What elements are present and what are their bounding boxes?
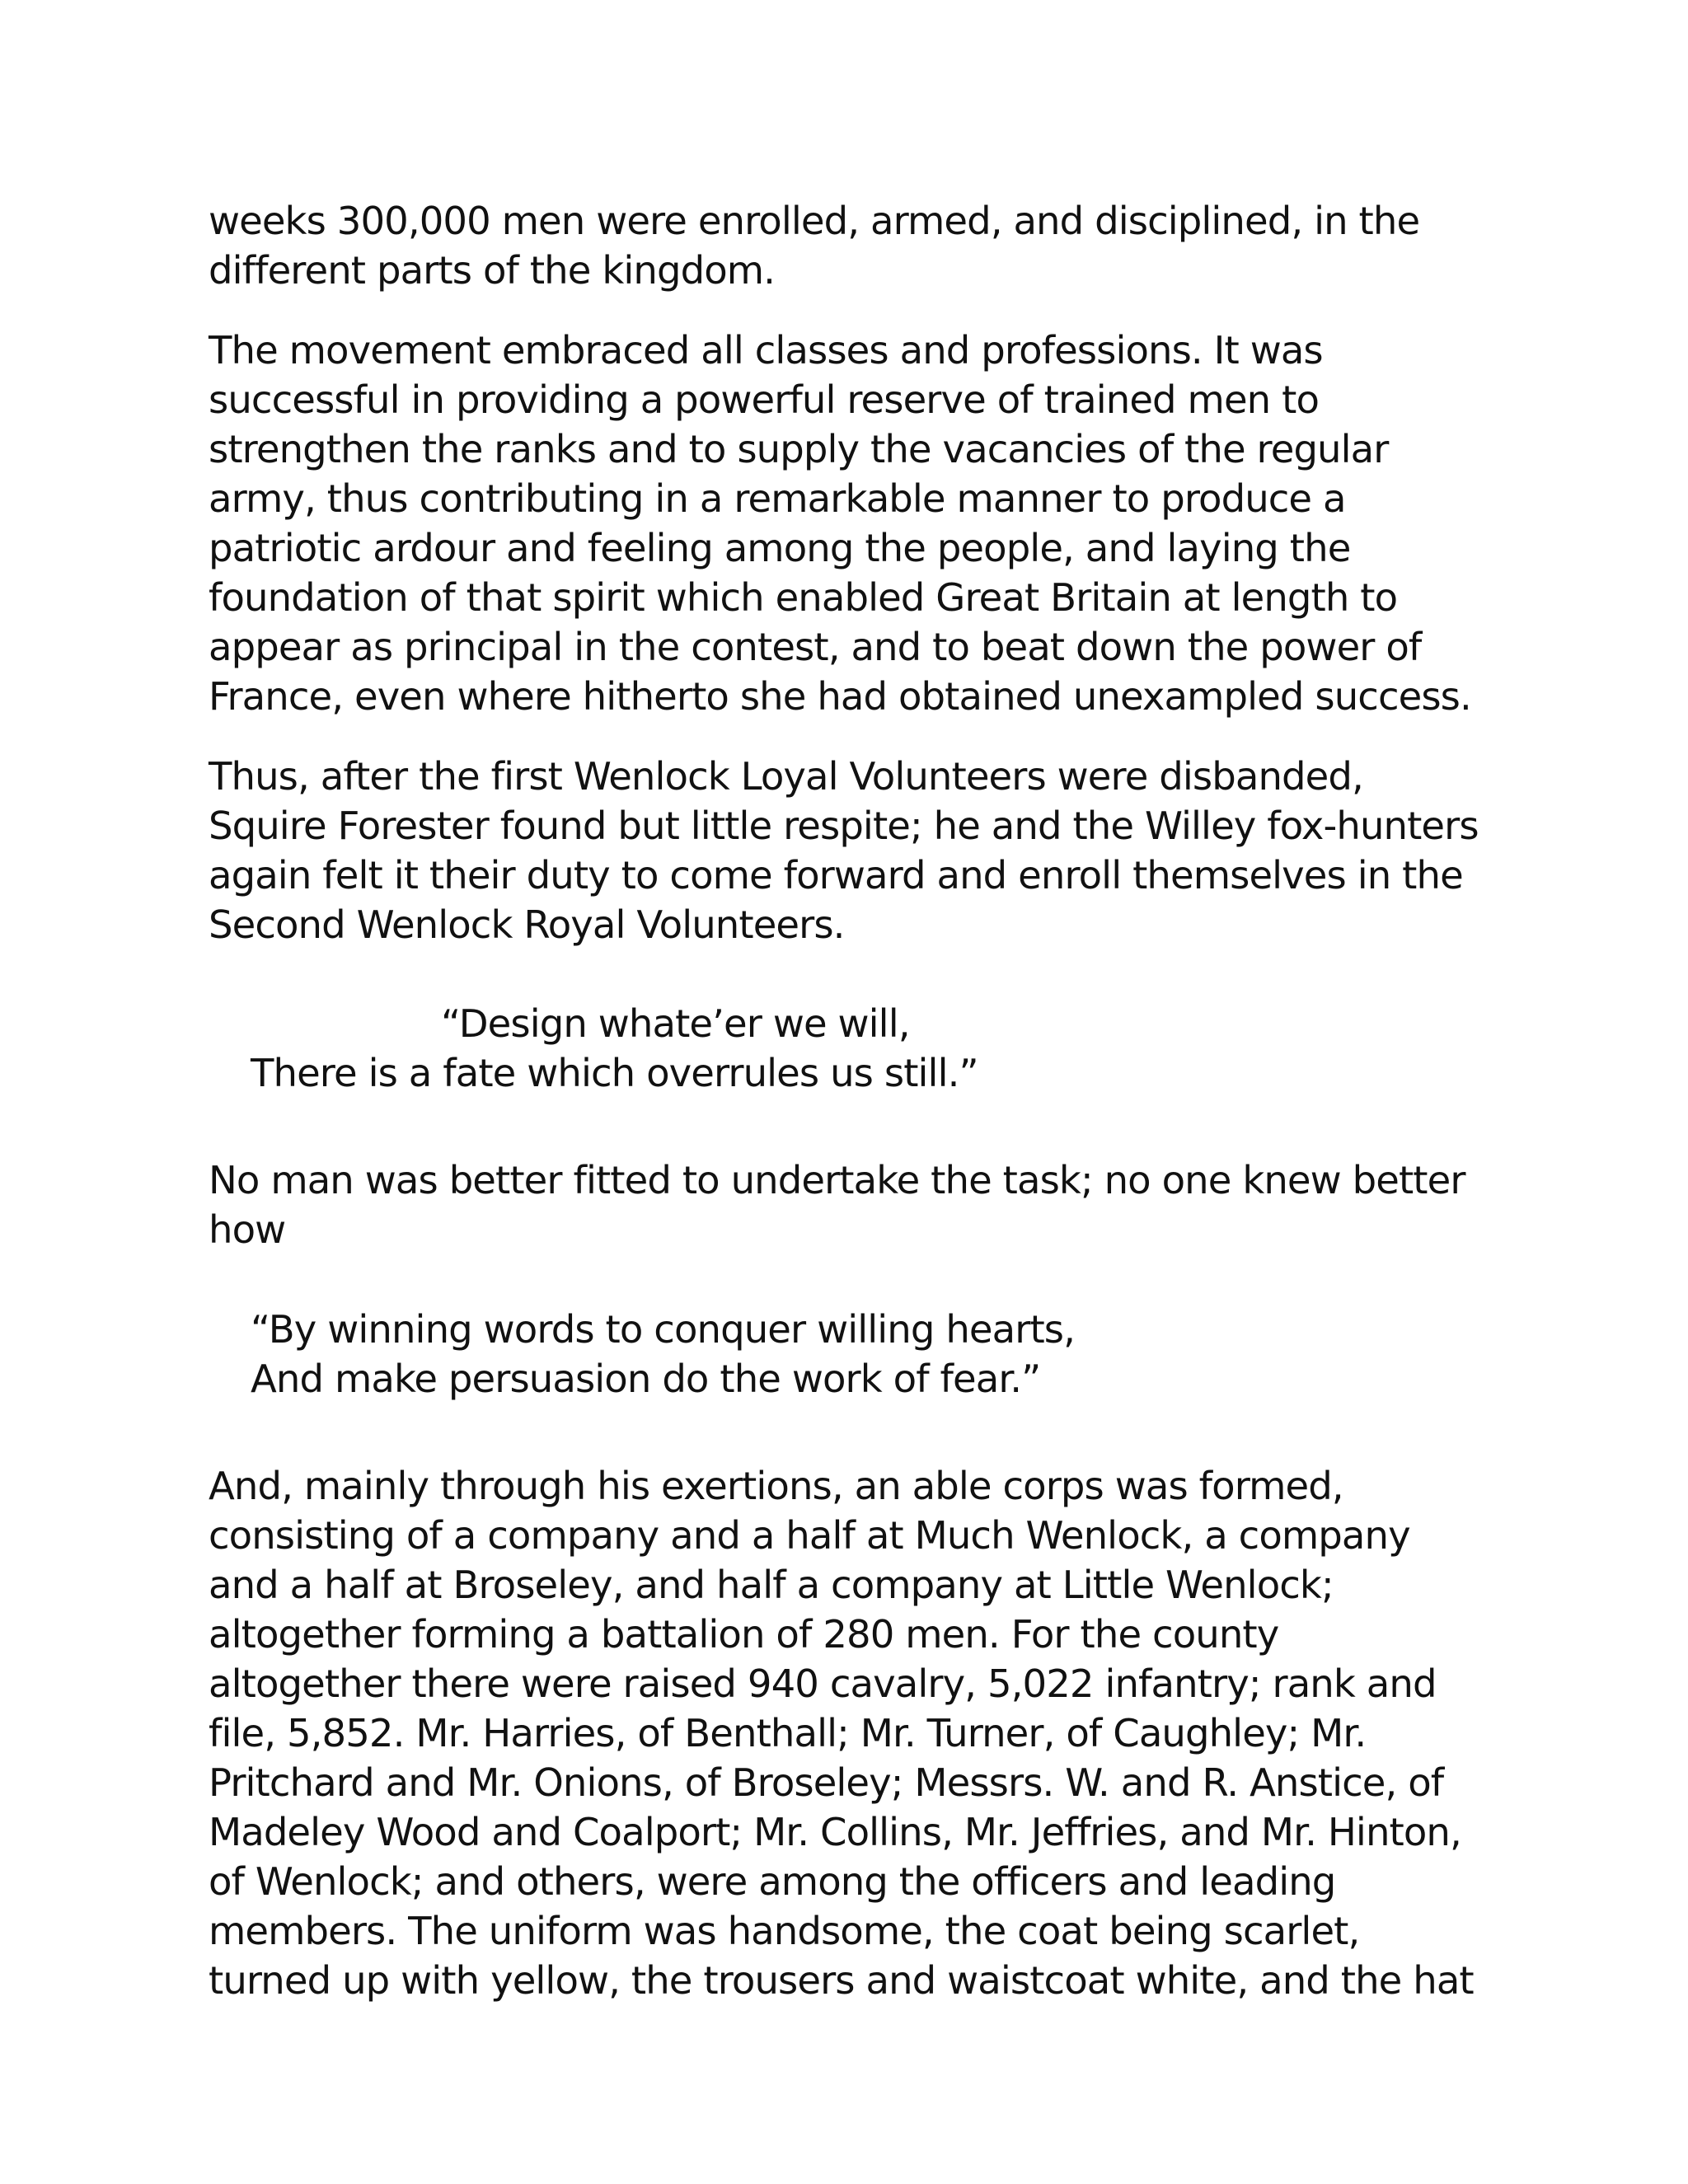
paragraph-5 — [209, 1461, 1494, 2005]
paragraph-3 — [209, 752, 1494, 949]
text-line: consisting of a company and a half at Much Wenlock, a company — [209, 1513, 1410, 1558]
verse-quote-1 — [209, 999, 1494, 1098]
verse-line: “By winning words to conquer willing hearts, — [251, 1307, 1075, 1352]
document-page — [209, 196, 1494, 2036]
text-line: Madeley Wood and Coalport; Mr. Collins, Mr. Jeffries, and Mr. Hinton, — [209, 1810, 1461, 1854]
text-line: again felt it their duty to come forward and enroll themselves in the — [209, 853, 1463, 898]
text-line: army, thus contributing in a remarkable manner to produce a — [209, 476, 1346, 521]
text-line: successful in providing a powerful reserve of trained men to — [209, 377, 1319, 422]
verse-line: There is a fate which overrules us still.” — [251, 1051, 978, 1095]
text-line: patriotic ardour and feeling among the people, and laying the — [209, 526, 1351, 570]
text-line: And, mainly through his exertions, an able corps was formed, — [209, 1464, 1343, 1508]
verse-line: “Design whate’er we will, — [441, 1001, 910, 1046]
text-line: Squire Forester found but little respite; he and the Willey fox-hunters — [209, 804, 1479, 848]
text-line: Thus, after the first Wenlock Loyal Volunteers were disbanded, — [209, 754, 1363, 799]
paragraph-1 — [209, 196, 1494, 295]
text-line: file, 5,852. Mr. Harries, of Benthall; Mr. Turner, of Caughley; Mr. — [209, 1711, 1367, 1755]
text-line: No man was better fitted to undertake the task; no one knew better — [209, 1158, 1465, 1202]
text-line: foundation of that spirit which enabled Great Britain at length to — [209, 575, 1398, 620]
paragraph-4 — [209, 1155, 1494, 1254]
text-line: and a half at Broseley, and half a company at Little Wenlock; — [209, 1563, 1334, 1607]
paragraph-2 — [209, 326, 1494, 721]
text-line: France, even where hitherto she had obtained unexampled success. — [209, 674, 1471, 719]
text-line: altogether forming a battalion of 280 men. For the county — [209, 1612, 1279, 1657]
text-line: weeks 300,000 men were enrolled, armed, and disciplined, in the — [209, 199, 1420, 243]
text-line: Pritchard and Mr. Onions, of Broseley; Messrs. W. and R. Anstice, of — [209, 1760, 1444, 1805]
text-line: The movement embraced all classes and professions. It was — [209, 328, 1323, 373]
text-line: appear as principal in the contest, and to beat down the power of — [209, 625, 1422, 669]
verse-line: And make persuasion do the work of fear.” — [251, 1357, 1041, 1401]
text-line: altogether there were raised 940 cavalry, 5,022 infantry; rank and — [209, 1661, 1437, 1706]
text-line: strengthen the ranks and to supply the vacancies of the regular — [209, 427, 1389, 471]
text-line: turned up with yellow, the trousers and waistcoat white, and the hat — [209, 1958, 1474, 2003]
text-line: Second Wenlock Royal Volunteers. — [209, 902, 845, 947]
text-line: how — [209, 1207, 286, 1252]
text-line: members. The uniform was handsome, the coat being scarlet, — [209, 1909, 1360, 1953]
text-line: of Wenlock; and others, were among the officers and leading — [209, 1859, 1336, 1904]
verse-quote-2 — [209, 1305, 1494, 1404]
text-line: different parts of the kingdom. — [209, 248, 776, 293]
